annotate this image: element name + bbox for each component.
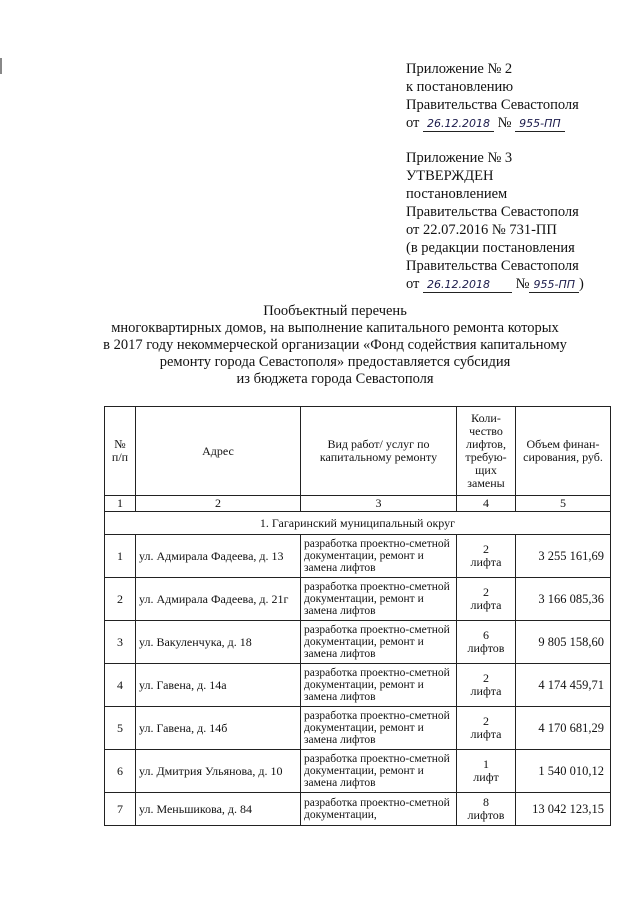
handwritten-number: 955-ПП — [515, 116, 565, 132]
closing-paren: ) — [579, 276, 584, 292]
annex-3-date-line — [406, 275, 616, 293]
annex-3-line: (в редакции постановления — [406, 240, 575, 256]
handwritten-number: 955-ПП — [529, 277, 579, 293]
row-work: разработка проектно-сметной документации, ремонт и замена лифтов — [301, 535, 457, 578]
from-label: от — [406, 115, 420, 131]
lifts-word: лифтов — [467, 641, 505, 655]
row-address: ул. Адмирала Фадеева, д. 21г — [136, 578, 301, 621]
row-work: разработка проектно-сметной документации, ремонт и замена лифтов — [301, 664, 457, 707]
header-work: Вид работ/ услуг по капитальному ремонту — [301, 407, 457, 496]
row-work: разработка проектно-сметной документации, ремонт и замена лифтов — [301, 578, 457, 621]
lifts-word: лифт — [473, 770, 499, 784]
title-line: ремонту города Севастополя» предоставляется субсидия — [159, 354, 511, 370]
lifts-count: 2 — [483, 585, 489, 599]
row-number: 5 — [105, 707, 136, 750]
handwritten-date: 26.12.2018 — [423, 116, 494, 132]
lifts-count: 1 — [483, 757, 489, 771]
row-address: ул. Гавена, д. 14б — [136, 707, 301, 750]
row-lifts — [457, 750, 516, 793]
annex-2-block — [406, 60, 616, 132]
row-amount: 1 540 010,12 — [516, 750, 611, 793]
lifts-word: лифта — [470, 684, 502, 698]
annex-2-line: Правительства Севастополя — [406, 97, 579, 113]
row-amount: 4 170 681,29 — [516, 707, 611, 750]
title-line: Пообъектный перечень — [263, 303, 407, 319]
annex-3-block — [406, 149, 616, 293]
annex-2-date-line — [406, 114, 616, 132]
section-title: 1. Гагаринский муниципальный округ — [105, 512, 611, 535]
table-row — [105, 535, 611, 578]
annex-3-line: Правительства Севастополя — [406, 204, 579, 220]
table-row — [105, 664, 611, 707]
row-lifts — [457, 793, 516, 826]
column-number: 1 — [105, 496, 136, 512]
section-row — [105, 512, 611, 535]
annex-3-line: Правительства Севастополя — [406, 258, 579, 274]
lifts-count: 2 — [483, 714, 489, 728]
handwritten-date: 26.12.2018 — [423, 277, 512, 293]
lifts-word: лифтов — [467, 808, 505, 822]
header-address: Адрес — [136, 407, 301, 496]
document-title — [80, 303, 590, 388]
column-number: 3 — [301, 496, 457, 512]
table-header-row — [105, 407, 611, 496]
column-number: 2 — [136, 496, 301, 512]
annex-3-line: постановлением — [406, 186, 508, 202]
column-number: 4 — [457, 496, 516, 512]
lifts-count: 6 — [483, 628, 489, 642]
row-number: 6 — [105, 750, 136, 793]
objects-table — [104, 406, 611, 826]
lifts-word: лифта — [470, 598, 502, 612]
annex-2-title: Приложение № 2 — [406, 61, 513, 77]
row-work: разработка проектно-сметной документации, ремонт и замена лифтов — [301, 621, 457, 664]
row-amount: 9 805 158,60 — [516, 621, 611, 664]
header-num: № п/п — [105, 407, 136, 496]
scan-margin-mark — [0, 58, 2, 74]
column-number: 5 — [516, 496, 611, 512]
annex-3-line: УТВЕРЖДЕН — [406, 168, 494, 184]
number-label: № — [497, 115, 512, 131]
row-address: ул. Меньшикова, д. 84 — [136, 793, 301, 826]
table-row — [105, 707, 611, 750]
lifts-word: лифта — [470, 555, 502, 569]
row-address: ул. Вакуленчука, д. 18 — [136, 621, 301, 664]
header-amount: Объем финан-сирования, руб. — [516, 407, 611, 496]
from-label: от — [406, 276, 420, 292]
table-row — [105, 750, 611, 793]
table-row — [105, 793, 611, 826]
title-line: из бюджета города Севастополя — [236, 371, 434, 387]
lifts-count: 8 — [483, 795, 489, 809]
annex-2-line: к постановлению — [406, 79, 514, 95]
annex-3-line: от 22.07.2016 № 731-ПП — [406, 222, 557, 238]
row-number: 4 — [105, 664, 136, 707]
row-address: ул. Адмирала Фадеева, д. 13 — [136, 535, 301, 578]
row-number: 3 — [105, 621, 136, 664]
row-work: разработка проектно-сметной документации, — [301, 793, 457, 826]
header-lifts: Коли-чество лифтов, требую-щих замены — [457, 407, 516, 496]
lifts-count: 2 — [483, 671, 489, 685]
row-number: 2 — [105, 578, 136, 621]
title-line: в 2017 году некоммерческой организации «Фонд содействия капитальному — [103, 337, 567, 353]
row-number: 1 — [105, 535, 136, 578]
annex-3-title: Приложение № 3 — [406, 150, 513, 166]
number-label: № — [515, 276, 530, 292]
row-work: разработка проектно-сметной документации, ремонт и замена лифтов — [301, 707, 457, 750]
table-row — [105, 578, 611, 621]
row-lifts — [457, 535, 516, 578]
column-numbers-row — [105, 496, 611, 512]
row-lifts — [457, 621, 516, 664]
row-lifts — [457, 578, 516, 621]
row-address: ул. Дмитрия Ульянова, д. 10 — [136, 750, 301, 793]
lifts-word: лифта — [470, 727, 502, 741]
table-row — [105, 621, 611, 664]
row-amount: 3 255 161,69 — [516, 535, 611, 578]
row-lifts — [457, 664, 516, 707]
lifts-count: 2 — [483, 542, 489, 556]
title-line: многоквартирных домов, на выполнение капитального ремонта которых — [111, 320, 559, 336]
row-amount: 13 042 123,15 — [516, 793, 611, 826]
row-number: 7 — [105, 793, 136, 826]
row-address: ул. Гавена, д. 14а — [136, 664, 301, 707]
row-amount: 3 166 085,36 — [516, 578, 611, 621]
row-work: разработка проектно-сметной документации, ремонт и замена лифтов — [301, 750, 457, 793]
row-lifts — [457, 707, 516, 750]
row-amount: 4 174 459,71 — [516, 664, 611, 707]
